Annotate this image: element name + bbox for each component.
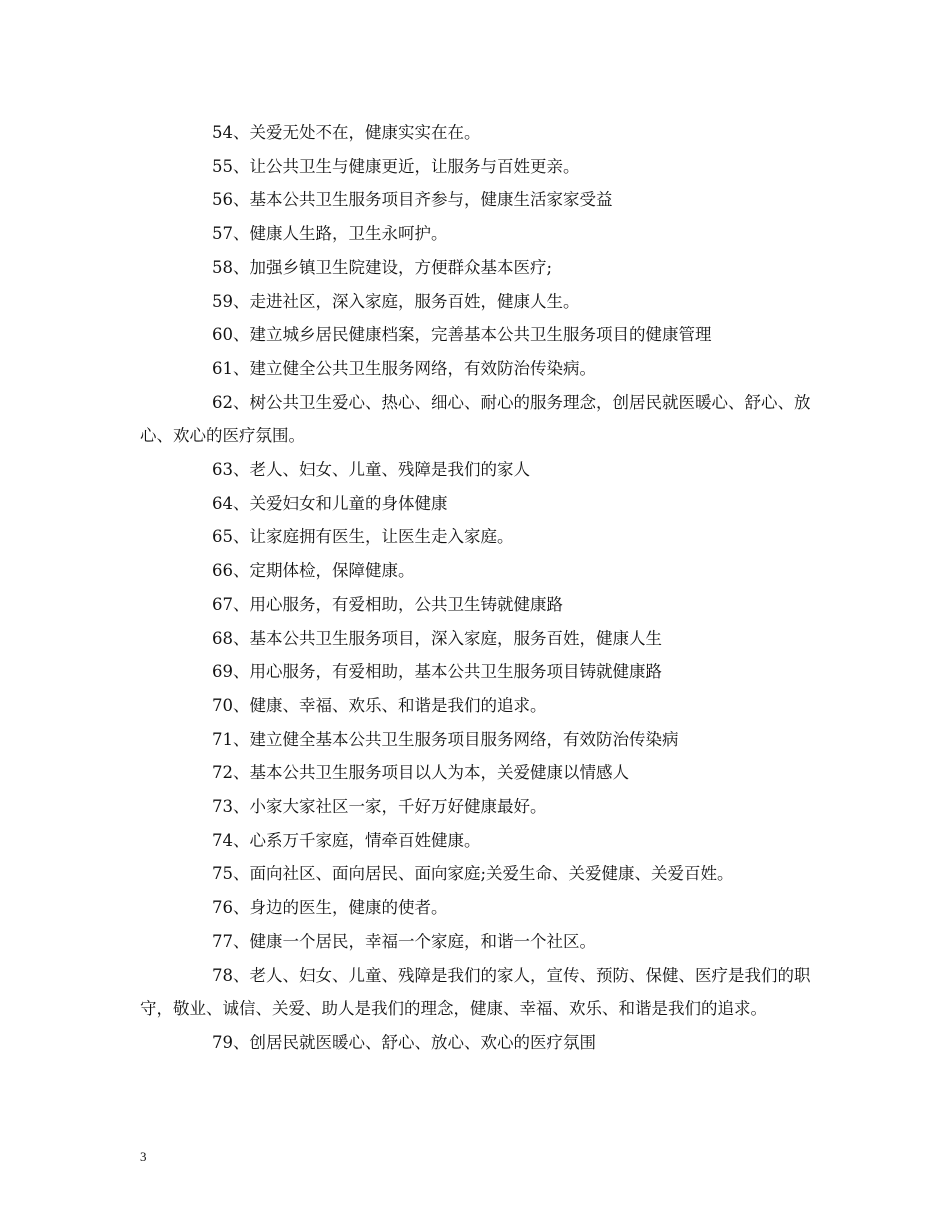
list-item: 64、关爱妇女和儿童的身体健康 bbox=[212, 493, 448, 513]
list-item: 79、创居民就医暖心、舒心、放心、欢心的医疗氛围 bbox=[212, 1032, 596, 1052]
list-item: 62、树公共卫生爱心、热心、细心、耐心的服务理念，创居民就医暖心、舒心、放心、欢心的医疗氛围。 bbox=[140, 392, 811, 446]
list-item: 68、基本公共卫生服务项目，深入家庭，服务百姓，健康人生 bbox=[212, 628, 662, 648]
list-item: 77、健康一个居民，幸福一个家庭，和谐一个社区。 bbox=[212, 931, 596, 951]
list-item: 58、加强乡镇卫生院建设，方便群众基本医疗; bbox=[212, 257, 553, 277]
list-item: 57、健康人生路，卫生永呵护。 bbox=[212, 224, 448, 244]
list-item: 70、健康、幸福、欢乐、和谐是我们的追求。 bbox=[212, 695, 547, 715]
list-item: 73、小家大家社区一家，千好万好健康最好。 bbox=[212, 797, 547, 817]
list-item: 61、建立健全公共卫生服务网络，有效防治传染病。 bbox=[212, 358, 596, 378]
list-item: 63、老人、妇女、儿童、残障是我们的家人 bbox=[212, 460, 530, 480]
list-item: 76、身边的医生，健康的使者。 bbox=[212, 898, 448, 918]
list-item: 78、老人、妇女、儿童、残障是我们的家人，宣传、预防、保健、医疗是我们的职守，敬业、诚信、关爱、助人是我们的理念，健康、幸福、欢乐、和谐是我们的追求。 bbox=[140, 965, 811, 1019]
list-item: 67、用心服务，有爱相助，公共卫生铸就健康路 bbox=[212, 594, 563, 614]
list-item: 66、定期体检，保障健康。 bbox=[212, 561, 415, 581]
list-item: 74、心系万千家庭，情牵百姓健康。 bbox=[212, 830, 481, 850]
list-item: 60、建立城乡居民健康档案，完善基本公共卫生服务项目的健康管理 bbox=[212, 325, 712, 345]
list-item: 72、基本公共卫生服务项目以人为本，关爱健康以情感人 bbox=[212, 763, 629, 783]
list-item: 65、让家庭拥有医生，让医生走入家庭。 bbox=[212, 527, 514, 547]
page-number: 3 bbox=[140, 1149, 147, 1164]
list-item: 59、走进社区，深入家庭，服务百姓，健康人生。 bbox=[212, 291, 580, 311]
list-item: 54、关爱无处不在，健康实实在在。 bbox=[212, 123, 481, 142]
slogan-list bbox=[140, 116, 816, 1060]
list-item: 71、建立健全基本公共卫生服务项目服务网络，有效防治传染病 bbox=[212, 729, 679, 749]
list-item: 75、面向社区、面向居民、面向家庭;关爱生命、关爱健康、关爱百姓。 bbox=[212, 864, 734, 884]
list-item: 56、基本公共卫生服务项目齐参与，健康生活家家受益 bbox=[212, 190, 613, 210]
list-item: 69、用心服务，有爱相助，基本公共卫生服务项目铸就健康路 bbox=[212, 662, 662, 682]
list-item: 55、让公共卫生与健康更近，让服务与百姓更亲。 bbox=[212, 156, 580, 176]
